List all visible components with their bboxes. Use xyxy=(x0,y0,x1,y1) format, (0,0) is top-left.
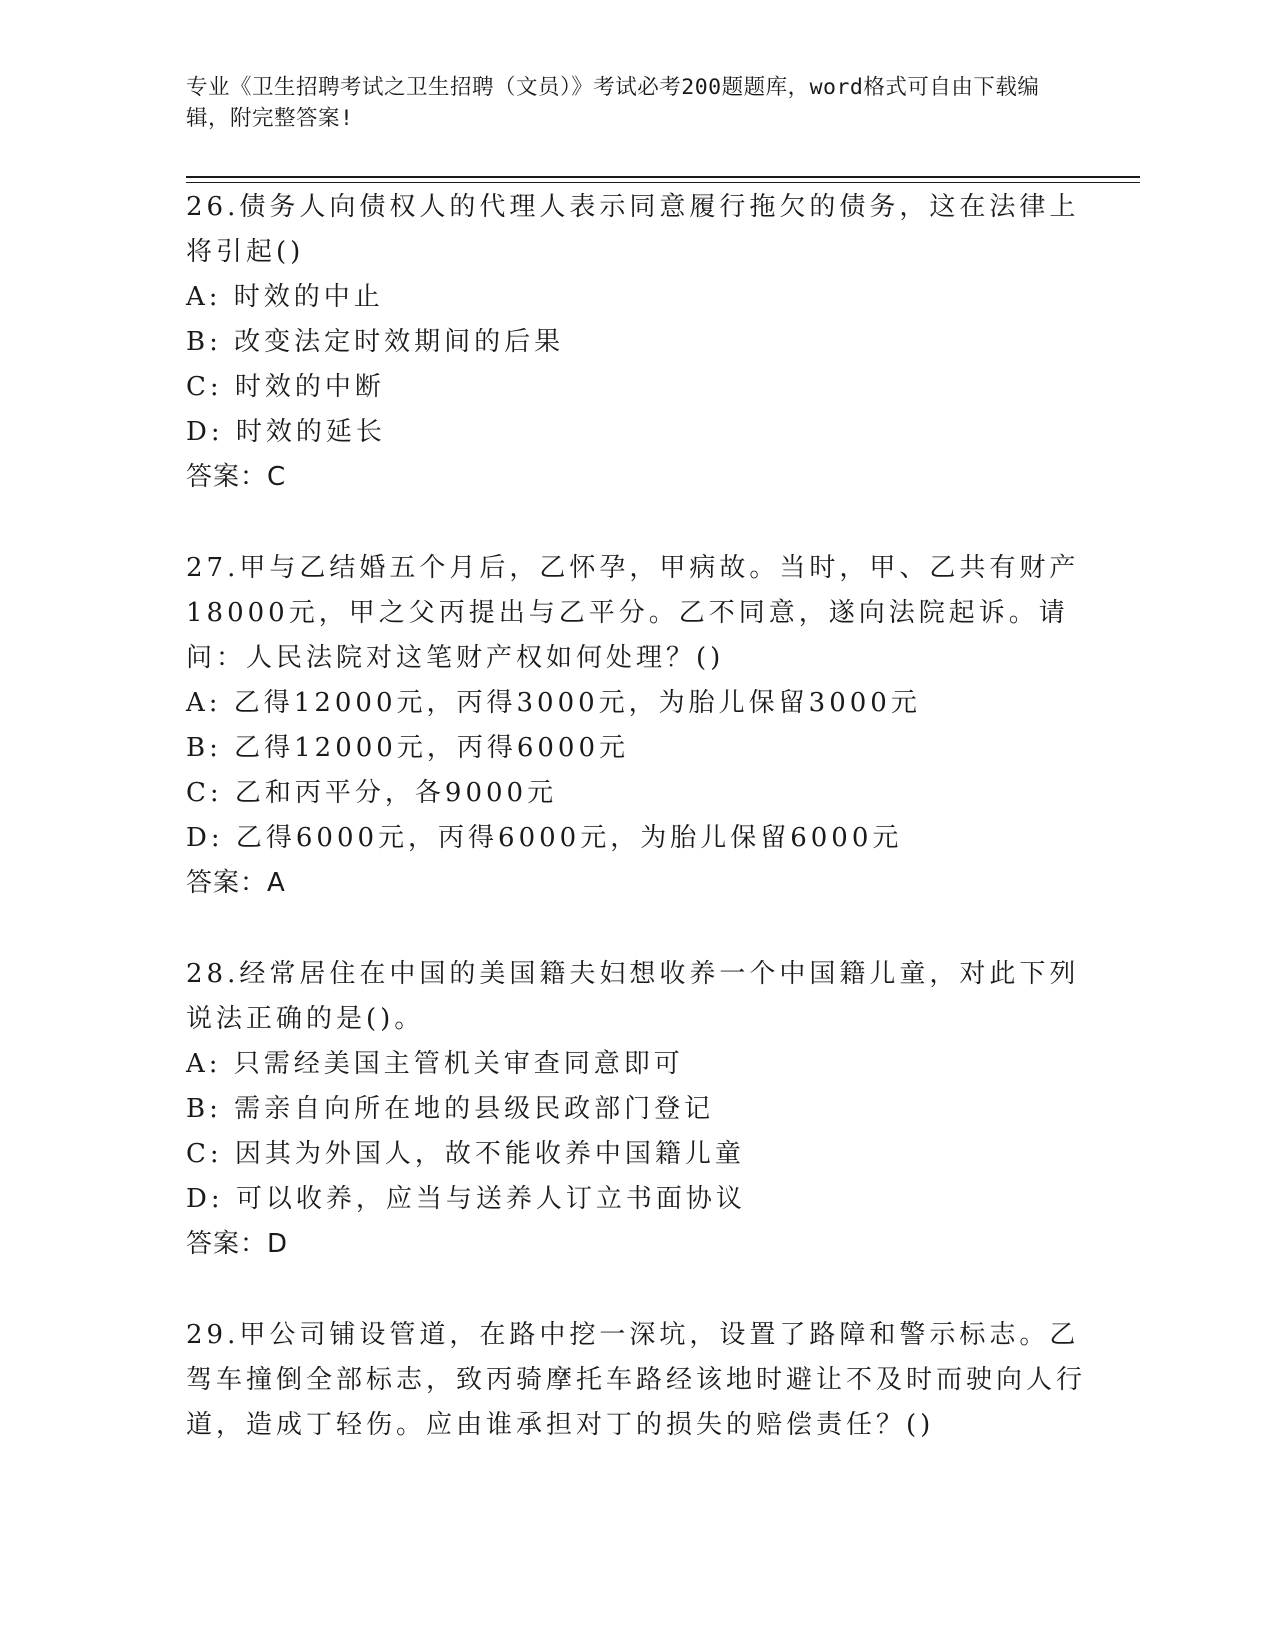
question-stem: 28.经常居住在中国的美国籍夫妇想收养一个中国籍儿童，对此下列说法正确的是()。 xyxy=(186,959,1080,1034)
question-29 xyxy=(186,1313,1086,1448)
question-28 xyxy=(186,952,1086,1267)
question-spacer xyxy=(186,500,1086,546)
option-c: C: 因其为外国人，故不能收养中国籍儿童 xyxy=(186,1139,745,1169)
option-a: A: 只需经美国主管机关审查同意即可 xyxy=(186,1049,684,1079)
header-divider-thick xyxy=(186,176,1140,178)
question-spacer xyxy=(186,1267,1086,1313)
question-spacer xyxy=(186,906,1086,952)
option-c: C: 乙和丙平分，各9000元 xyxy=(186,778,558,808)
answer: 答案：A xyxy=(186,868,286,898)
question-stem: 27.甲与乙结婚五个月后，乙怀孕，甲病故。当时，甲、乙共有财产18000元，甲之父丙提出与乙平分。乙不同意，遂向法院起诉。请问：人民法院对这笔财产权如何处理？() xyxy=(186,553,1080,673)
option-a: A: 乙得12000元，丙得3000元，为胎儿保留3000元 xyxy=(186,688,921,718)
option-d: D: 可以收养，应当与送养人订立书面协议 xyxy=(186,1184,746,1214)
answer: 答案：C xyxy=(186,462,287,492)
document-header: 专业《卫生招聘考试之卫生招聘（文员）》考试必考200题题库，word格式可自由下载编辑，附完整答案! xyxy=(186,75,1040,131)
option-a: A: 时效的中止 xyxy=(186,282,384,312)
answer: 答案：D xyxy=(186,1229,289,1259)
option-d: D: 时效的延长 xyxy=(186,417,386,447)
option-c: C: 时效的中断 xyxy=(186,372,385,402)
option-b: B: 需亲自向所在地的县级民政部门登记 xyxy=(186,1094,715,1124)
question-27 xyxy=(186,546,1086,906)
option-b: B: 改变法定时效期间的后果 xyxy=(186,327,565,357)
question-stem: 26.债务人向债权人的代理人表示同意履行拖欠的债务，这在法律上将引起() xyxy=(186,192,1080,267)
option-d: D: 乙得6000元，丙得6000元，为胎儿保留6000元 xyxy=(186,823,903,853)
option-b: B: 乙得12000元，丙得6000元 xyxy=(186,733,630,763)
question-26 xyxy=(186,185,1086,500)
question-list xyxy=(186,185,1086,1448)
header-divider-thin xyxy=(186,182,1140,183)
question-stem: 29.甲公司铺设管道，在路中挖一深坑，设置了路障和警示标志。乙驾车撞倒全部标志，致丙骑摩托车路经该地时避让不及时而驶向人行道，造成丁轻伤。应由谁承担对丁的损失的赔偿责任？() xyxy=(186,1320,1087,1440)
